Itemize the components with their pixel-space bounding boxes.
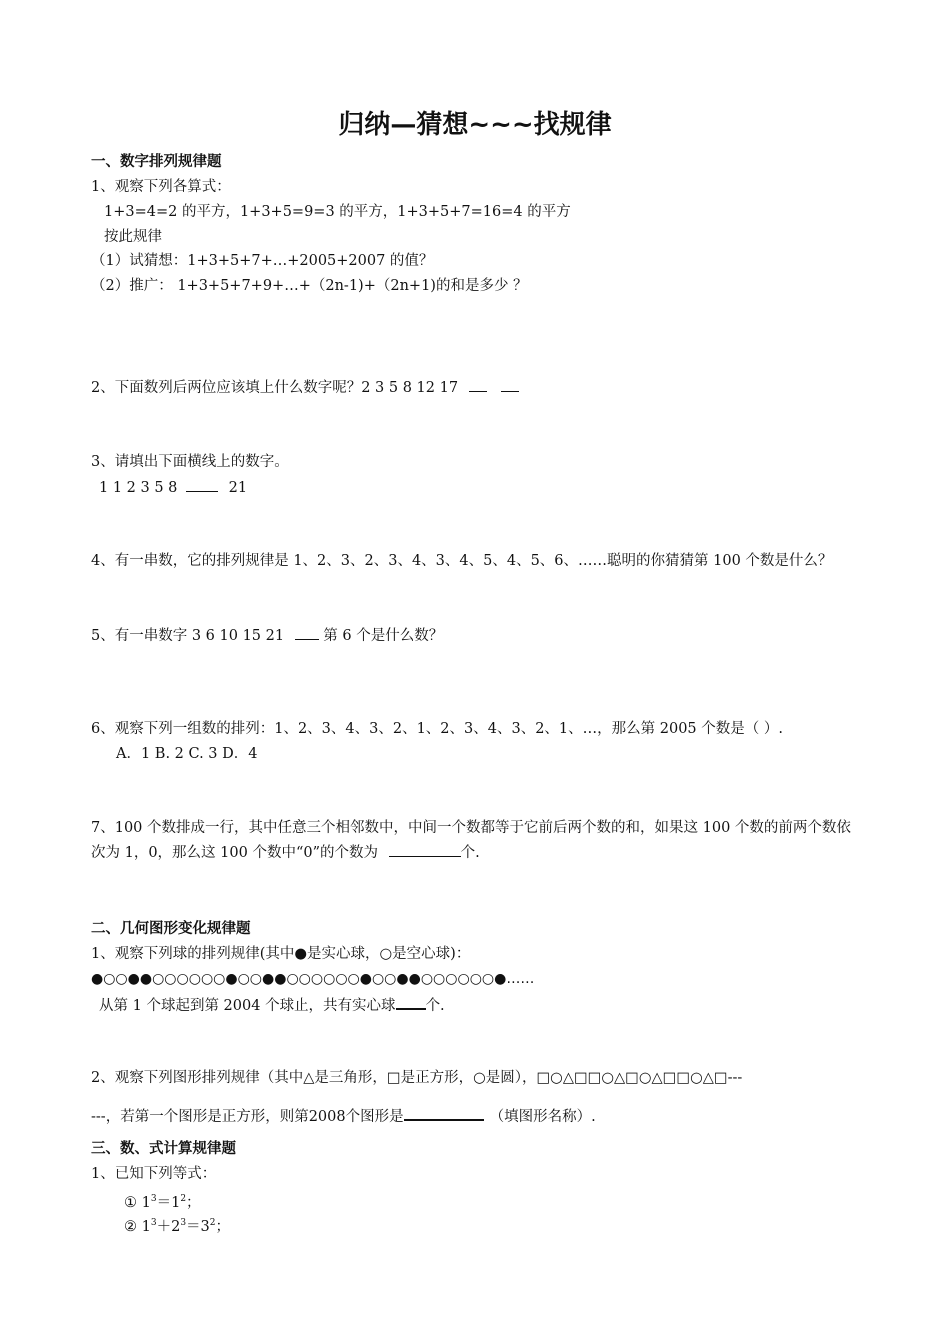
q3-sequence <box>99 477 247 498</box>
term: 1 <box>141 1195 151 1211</box>
s2-q2-post: （填图形名称）. <box>489 1109 596 1125</box>
s2-q1-stem: 1、观察下列球的排列规律(其中●是实心球，○是空心球)： <box>91 946 471 962</box>
q1-stem: 1、观察下列各算式： <box>91 179 231 195</box>
answer-blank[interactable] <box>389 842 461 857</box>
term: 1 <box>141 1219 151 1235</box>
s2-q2-pre: ---，若第一个图形是正方形，则第2008个图形是 <box>91 1109 404 1125</box>
q5-post: 第 6 个是什么数？ <box>323 628 444 644</box>
q6-options: A．1 B. 2 C. 3 D．4 <box>116 746 258 762</box>
q7-post: 个. <box>460 845 480 861</box>
answer-blank[interactable] <box>404 1105 484 1121</box>
s2-q1-question <box>99 994 445 1016</box>
equation-2 <box>124 1213 230 1237</box>
answer-blank[interactable] <box>295 625 319 640</box>
exponent: 2 <box>209 1218 216 1228</box>
punctuation: ； <box>186 1195 201 1211</box>
term: ＋2 <box>156 1219 181 1235</box>
q4-text: 4、有一串数，它的排列规律是 1、2、3、2、3、4、3、4、5、4、5、6、……聪明的你猜猜第 100 个数是什么？ <box>91 553 833 569</box>
section-3-heading: 三、数、式计算规律题 <box>91 1141 236 1157</box>
punctuation: ； <box>215 1219 231 1235</box>
q7-pre: 7、100 个数排成一行，其中任意三个相邻数中，中间一个数都等于它前后两个数的和，如果这 100 个数的前两个数依次为 1，0，那么这 100 个数中“0”的个数为 <box>91 820 851 861</box>
answer-blank[interactable] <box>396 994 426 1010</box>
answer-blank[interactable] <box>186 477 218 492</box>
s2-q1-pre: 从第 1 个球起到第 2004 个球止，共有实心球 <box>99 998 396 1014</box>
q3-stem: 3、请填出下面横线上的数字。 <box>91 454 289 470</box>
exponent: 3 <box>180 1218 187 1228</box>
q5-text <box>91 625 443 646</box>
circled-number-2: ② <box>124 1219 137 1235</box>
q5-pre: 5、有一串数字 3 6 10 15 21 <box>91 628 285 644</box>
q1-formula: 1+3=4=2 的平方，1+3+5=9=3 的平方，1+3+5+7=16=4 的平方 <box>104 204 571 220</box>
s2-q2-line1: 2、观察下列图形排列规律（其中△是三角形，□是正方形，○是圆），□○△□□○△□○△□□○△□--- <box>91 1070 743 1086</box>
exponent: 3 <box>150 1218 157 1228</box>
q1-rule: 按此规律 <box>104 229 162 245</box>
q3-tail: 21 <box>228 480 248 496</box>
q1-part-2: （2）推广： 1+3+5+7+9+…+（2n-1)+（2n+1)的和是多少 ？ <box>91 278 528 294</box>
section-1-heading: 一、数字排列规律题 <box>91 154 222 170</box>
circled-number-1: ① <box>124 1195 137 1211</box>
term: ＝1 <box>156 1195 181 1211</box>
page-title: 归纳—猜想~~~找规律 <box>338 110 612 140</box>
section-2-heading: 二、几何图形变化规律题 <box>91 921 251 937</box>
ball-sequence: ●○○●●○○○○○○●○○●●○○○○○○●○○●●○○○○○○●…… <box>91 971 535 987</box>
q3-seq: 1 1 2 3 5 8 <box>99 480 178 496</box>
q7-text <box>91 816 861 866</box>
exponent: 2 <box>180 1194 187 1204</box>
q2-stem: 2、下面数列后两位应该填上什么数字呢？2 3 5 8 12 17 <box>91 380 459 396</box>
answer-blank[interactable] <box>501 377 519 392</box>
q1-part-1: （1）试猜想：1+3+5+7+…+2005+2007 的值？ <box>91 253 434 269</box>
s3-q1-stem: 1、已知下列等式： <box>91 1166 217 1182</box>
q6-stem: 6、观察下列一组数的排列：1、2、3、4、3、2、1、2、3、4、3、2、1、…，那么第 2005 个数是（ ）. <box>91 721 783 737</box>
s2-q2-line2 <box>91 1105 596 1127</box>
s2-q1-post: 个. <box>425 998 445 1014</box>
q2-text <box>91 377 519 398</box>
exponent: 3 <box>150 1194 157 1204</box>
term: ＝3 <box>186 1219 210 1235</box>
answer-blank[interactable] <box>469 377 487 392</box>
equation-1 <box>124 1189 201 1213</box>
